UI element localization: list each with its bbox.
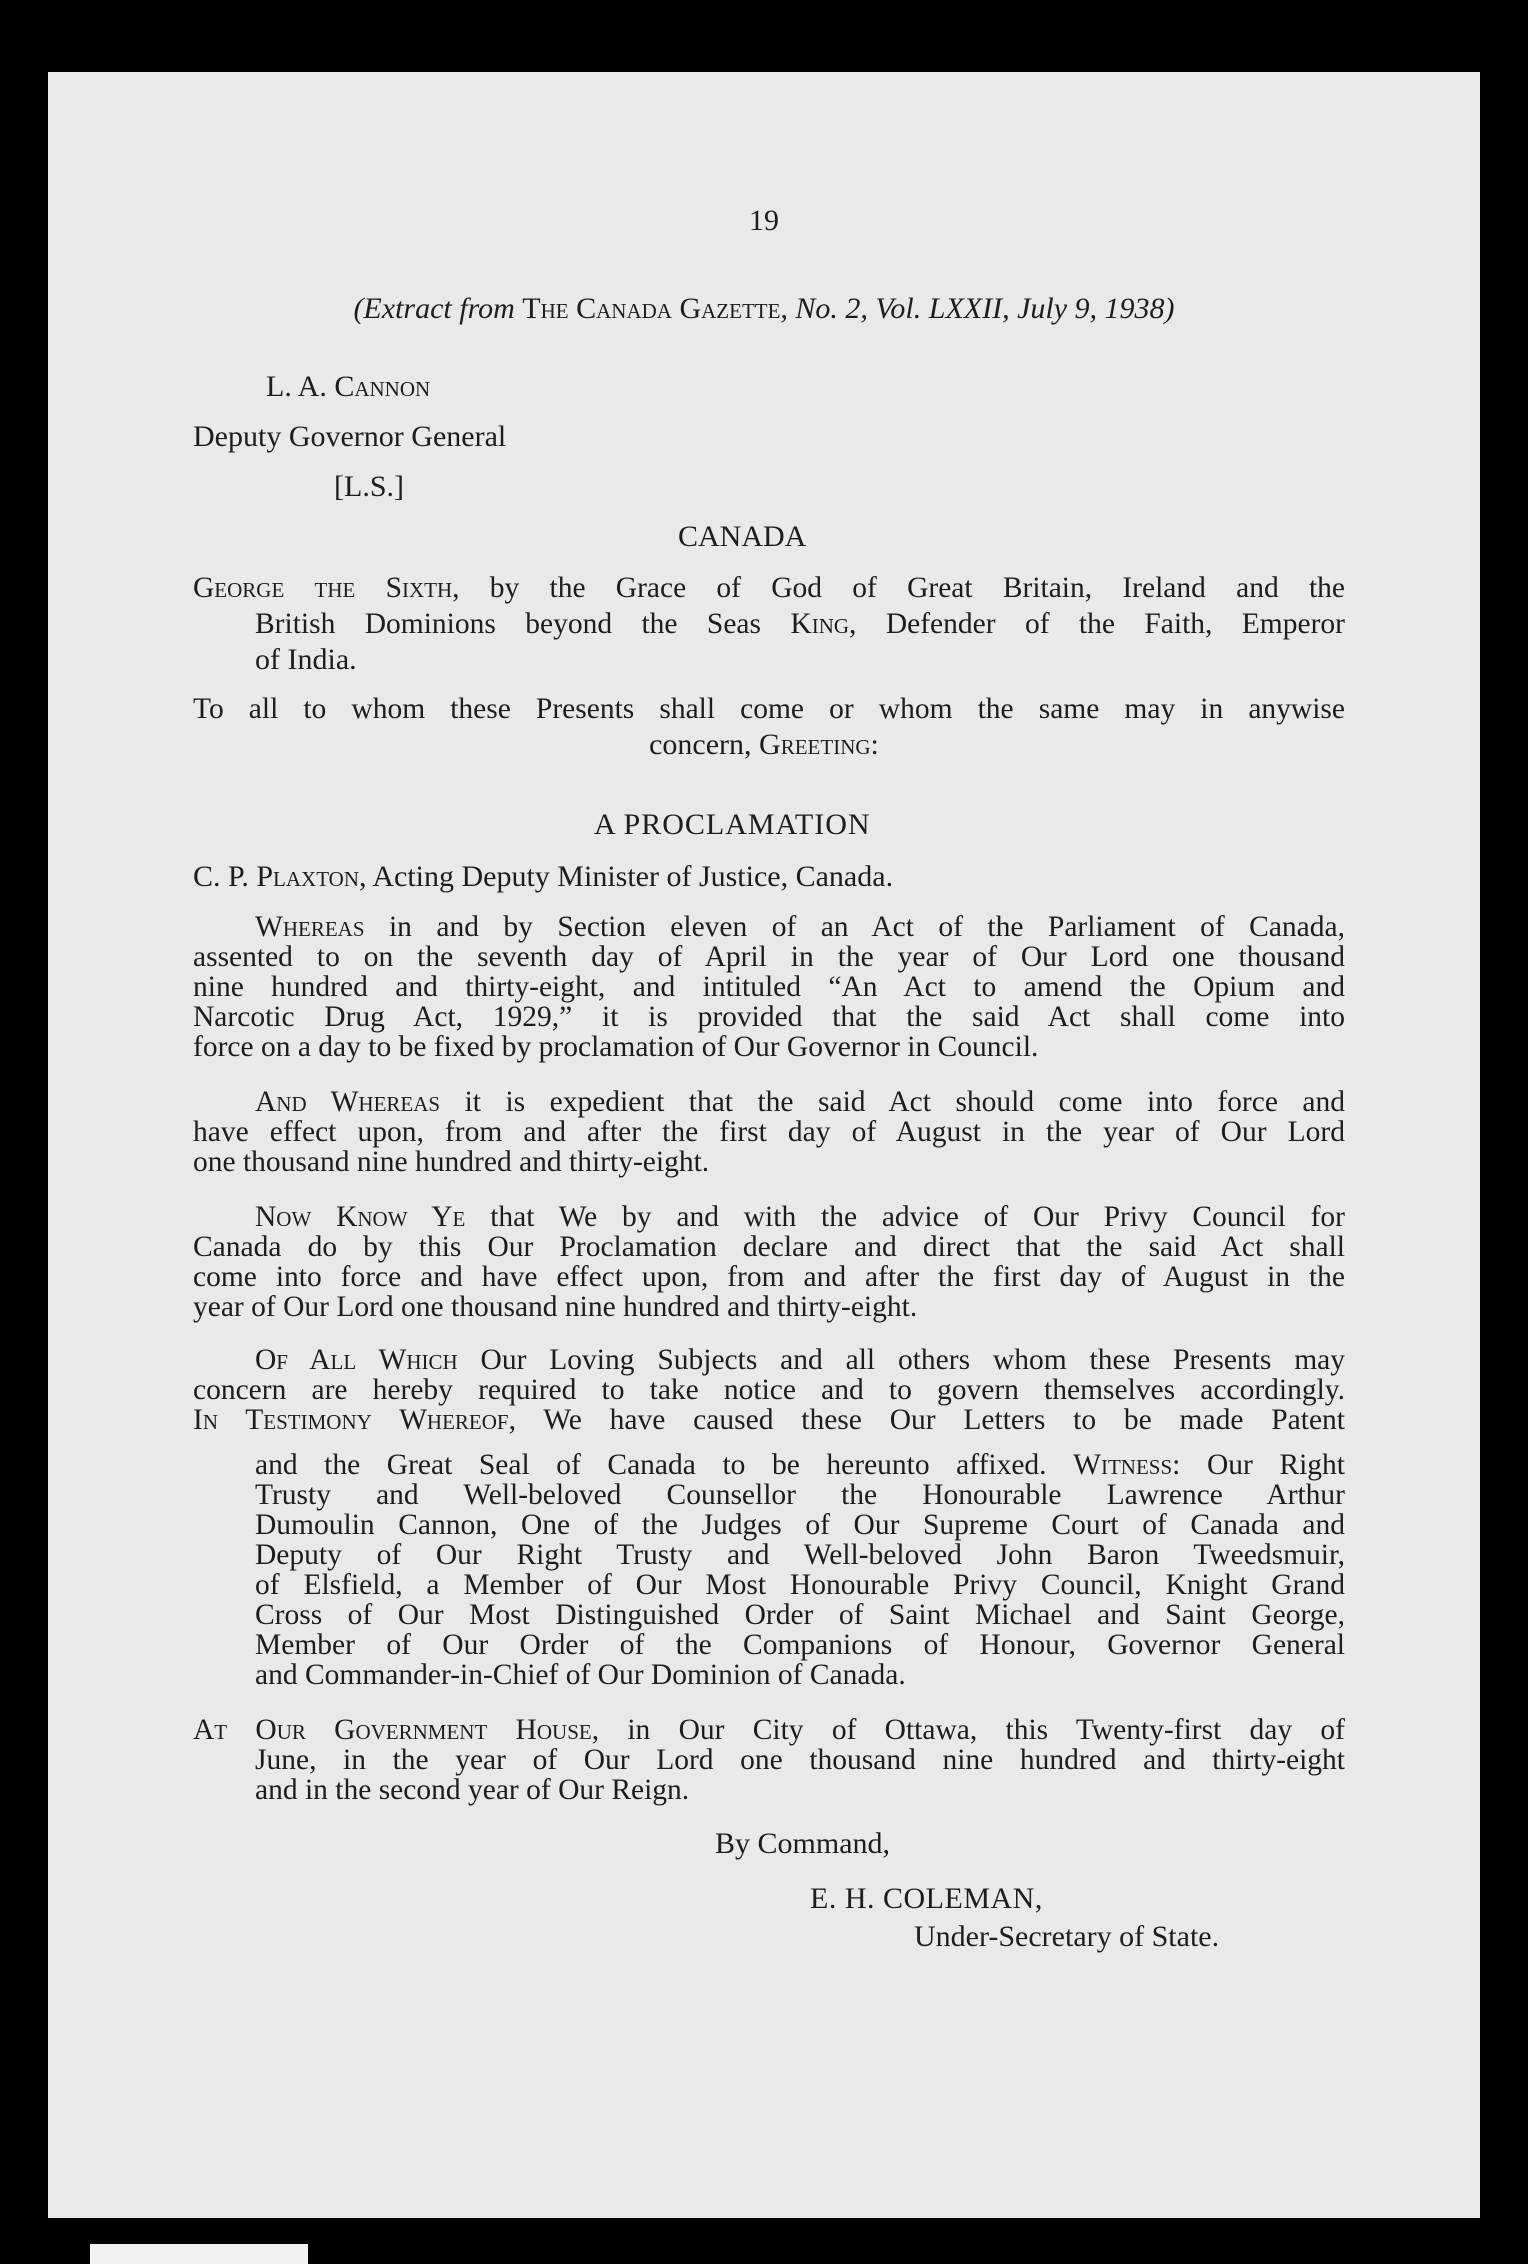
country-heading: CANADA — [678, 520, 807, 553]
place-line-1: At Our Government House, in Our City of Ottawa, this Twenty-first day of — [193, 1714, 1345, 1746]
para4-line-2: concern are hereby required to take notice and to govern themselves accordingly. — [193, 1374, 1345, 1406]
testimony-line-5: Deputy of Our Right Trusty and Well-beloved John Baron Tweedsmuir, — [255, 1539, 1345, 1571]
by-command: By Command, — [715, 1827, 891, 1860]
para3-line-4: year of Our Lord one thousand nine hundred and thirty-eight. — [193, 1291, 918, 1323]
address-line-1: To all to whom these Presents shall come or whom the same may in anywise — [193, 693, 1345, 725]
sovereign-line-1: George the Sixth, by the Grace of God of Great Britain, Ireland and the — [193, 572, 1345, 604]
testimony-line-2: and the Great Seal of Canada to be hereunto affixed. Witness: Our Right — [255, 1449, 1345, 1481]
para2-line-1: And Whereas it is expedient that the said Act should come into force and — [255, 1086, 1345, 1118]
testimony-line-3: Trusty and Well-beloved Counsellor the Honourable Lawrence Arthur — [255, 1479, 1345, 1511]
testimony-line-6: of Elsfield, a Member of Our Most Honourable Privy Council, Knight Grand — [255, 1569, 1345, 1601]
para3-line-1: Now Know Ye that We by and with the advice of Our Privy Council for — [255, 1201, 1345, 1233]
para1-line-3: nine hundred and thirty-eight, and intituled “An Act to amend the Opium and — [193, 971, 1345, 1003]
deputy-governor-name: L. A. Cannon — [266, 370, 431, 403]
deputy-governor-title: Deputy Governor General — [193, 420, 507, 453]
testimony-line-8: Member of Our Order of the Companions of Honour, Governor General — [255, 1629, 1345, 1661]
para3-line-3: come into force and have effect upon, from and after the first day of August in the — [193, 1261, 1345, 1293]
proclamation-title: A PROCLAMATION — [594, 808, 871, 841]
para4-line-1: Of All Which Our Loving Subjects and all others whom these Presents may — [255, 1344, 1345, 1376]
para1-line-4: Narcotic Drug Act, 1929,” it is provided that the said Act shall come into — [193, 1001, 1345, 1033]
signatory-name: E. H. COLEMAN, — [810, 1882, 1043, 1915]
para3-line-2: Canada do by this Our Proclamation declare and direct that the said Act shall — [193, 1231, 1345, 1263]
page-edge-strip — [90, 2244, 308, 2264]
para1-line-2: assented to on the seventh day of April in the year of Our Lord one thousand — [193, 941, 1345, 973]
gazette-name: The Canada Gazette — [522, 292, 781, 325]
address-line-2: concern, Greeting: — [649, 728, 879, 761]
page-number: 19 — [749, 204, 779, 237]
para1-line-1: Whereas in and by Section eleven of an Act of the Parliament of Canada, — [255, 911, 1345, 943]
seal-mark: [L.S.] — [334, 470, 404, 503]
minister-line: C. P. Plaxton, Acting Deputy Minister of Justice, Canada. — [193, 860, 894, 893]
testimony-line-1: In Testimony Whereof, We have caused these Our Letters to be made Patent — [193, 1404, 1345, 1436]
testimony-line-4: Dumoulin Cannon, One of the Judges of Our Supreme Court of Canada and — [255, 1509, 1345, 1541]
extract-line: (Extract from The Canada Gazette, No. 2, Vol. LXXII, July 9, 1938) — [353, 292, 1175, 325]
para1-line-5: force on a day to be fixed by proclamation of Our Governor in Council. — [193, 1031, 1039, 1063]
testimony-line-9: and Commander-in-Chief of Our Dominion of Canada. — [255, 1659, 906, 1691]
signatory-title: Under-Secretary of State. — [914, 1920, 1220, 1953]
document-page — [48, 72, 1480, 2218]
para2-line-3: one thousand nine hundred and thirty-eight. — [193, 1146, 710, 1178]
sovereign-line-2: British Dominions beyond the Seas King, Defender of the Faith, Emperor — [255, 608, 1345, 640]
sovereign-line-3: of India. — [255, 643, 357, 676]
testimony-line-7: Cross of Our Most Distinguished Order of Saint Michael and Saint George, — [255, 1599, 1345, 1631]
para2-line-2: have effect upon, from and after the first day of August in the year of Our Lord — [193, 1116, 1345, 1148]
place-line-3: and in the second year of Our Reign. — [255, 1774, 690, 1806]
place-line-2: June, in the year of Our Lord one thousand nine hundred and thirty-eight — [255, 1744, 1345, 1776]
